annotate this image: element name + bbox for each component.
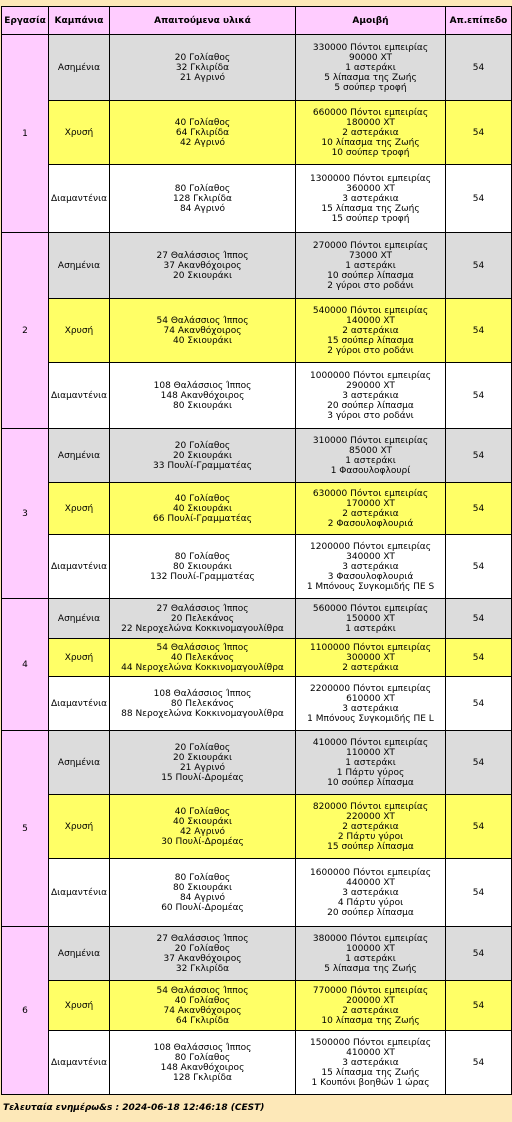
- required-level: 54: [446, 483, 512, 535]
- campaign-name: Ασημένια: [49, 731, 110, 795]
- table-row: [2, 429, 512, 483]
- table-row: [2, 299, 512, 363]
- reward: 1200000 Πόντοι εμπειρίας 340000 XT 3 αστεράκια 3 Φασουλοφλουριά 1 Μπόνους Συγκομιδής ΠΕ S: [296, 535, 446, 599]
- required-materials: 40 Γολίαθος 40 Σκιουράκι 42 Αγρινό 30 Πουλί-Δρομέας: [110, 795, 296, 859]
- campaign-name: Ασημένια: [49, 233, 110, 299]
- table-row: [2, 927, 512, 981]
- reward: 630000 Πόντοι εμπειρίας 170000 XT 2 αστεράκια 2 Φασουλοφλουριά: [296, 483, 446, 535]
- campaign-name: Διαμαντένια: [49, 1031, 110, 1095]
- required-materials: 80 Γολίαθος 80 Σκιουράκι 84 Αγρινό 60 Πουλί-Δρομέας: [110, 859, 296, 927]
- required-materials: 54 Θαλάσσιος Ίππος 40 Γολίαθος 74 Ακανθόχοιρος 64 Γκλιρίδα: [110, 981, 296, 1031]
- campaign-name: Χρυσή: [49, 483, 110, 535]
- required-materials: 27 Θαλάσσιος Ίππος 20 Γολίαθος 37 Ακανθόχοιρος 32 Γκλιρίδα: [110, 927, 296, 981]
- table-row: [2, 677, 512, 731]
- reward: 1500000 Πόντοι εμπειρίας 410000 XT 3 αστεράκια 15 λίπασμα της Ζωής 1 Κουπόνι βοηθών 1 ώρας: [296, 1031, 446, 1095]
- campaign-name: Ασημένια: [49, 35, 110, 101]
- reward: 770000 Πόντοι εμπειρίας 200000 XT 2 αστεράκια 10 λίπασμα της Ζωής: [296, 981, 446, 1031]
- campaign-name: Διαμαντένια: [49, 859, 110, 927]
- task-number: 1: [2, 35, 49, 233]
- campaign-name: Χρυσή: [49, 639, 110, 677]
- required-level: 54: [446, 599, 512, 639]
- required-level: 54: [446, 927, 512, 981]
- header-materials: Απαιτούμενα υλικά: [110, 7, 296, 35]
- required-materials: 80 Γολίαθος 128 Γκλιρίδα 84 Αγρινό: [110, 165, 296, 233]
- reward: 270000 Πόντοι εμπειρίας 73000 XT 1 αστεράκι 10 σούπερ λίπασμα 2 γύροι στο ροδάνι: [296, 233, 446, 299]
- required-materials: 108 Θαλάσσιος Ίππος 80 Πελεκάνος 88 Νεροχελώνα Κοκκινομαγουλίθρα: [110, 677, 296, 731]
- reward: 820000 Πόντοι εμπειρίας 220000 XT 2 αστεράκια 2 Πάρτυ γύροι 15 σούπερ λίπασμα: [296, 795, 446, 859]
- table-row: [2, 363, 512, 429]
- required-materials: 20 Γολίαθος 20 Σκιουράκι 33 Πουλί-Γραμματέας: [110, 429, 296, 483]
- required-materials: 80 Γολίαθος 80 Σκιουράκι 132 Πουλί-Γραμματέας: [110, 535, 296, 599]
- campaign-name: Ασημένια: [49, 927, 110, 981]
- reward: 1300000 Πόντοι εμπειρίας 360000 XT 3 αστεράκια 15 λίπασμα της Ζωής 15 σούπερ τροφή: [296, 165, 446, 233]
- required-materials: 54 Θαλάσσιος Ίππος 40 Πελεκάνος 44 Νεροχελώνα Κοκκινομαγουλίθρα: [110, 639, 296, 677]
- task-number: 5: [2, 731, 49, 927]
- reward: 380000 Πόντοι εμπειρίας 100000 XT 1 αστεράκι 5 λίπασμα της Ζωής: [296, 927, 446, 981]
- table-row: [2, 1031, 512, 1095]
- required-materials: 20 Γολίαθος 20 Σκιουράκι 21 Αγρινό 15 Πουλί-Δρομέας: [110, 731, 296, 795]
- task-number: 3: [2, 429, 49, 599]
- reward: 540000 Πόντοι εμπειρίας 140000 XT 2 αστεράκια 15 σούπερ λίπασμα 2 γύροι στο ροδάνι: [296, 299, 446, 363]
- table-row: [2, 859, 512, 927]
- required-level: 54: [446, 859, 512, 927]
- campaign-name: Χρυσή: [49, 981, 110, 1031]
- required-materials: 20 Γολίαθος 32 Γκλιρίδα 21 Αγρινό: [110, 35, 296, 101]
- campaign-name: Ασημένια: [49, 599, 110, 639]
- table-row: [2, 101, 512, 165]
- reward: 660000 Πόντοι εμπειρίας 180000 XT 2 αστεράκια 10 λίπασμα της Ζωής 10 σούπερ τροφή: [296, 101, 446, 165]
- reward: 410000 Πόντοι εμπειρίας 110000 XT 1 αστεράκι 1 Πάρτυ γύρος 10 σούπερ λίπασμα: [296, 731, 446, 795]
- required-materials: 40 Γολίαθος 40 Σκιουράκι 66 Πουλί-Γραμματέας: [110, 483, 296, 535]
- required-materials: 108 Θαλάσσιος Ίππος 80 Γολίαθος 148 Ακανθόχοιρος 128 Γκλιρίδα: [110, 1031, 296, 1095]
- required-materials: 40 Γολίαθος 64 Γκλιρίδα 42 Αγρινό: [110, 101, 296, 165]
- required-level: 54: [446, 677, 512, 731]
- required-level: 54: [446, 363, 512, 429]
- reward: 1600000 Πόντοι εμπειρίας 440000 XT 3 αστεράκια 4 Πάρτυ γύροι 20 σούπερ λίπασμα: [296, 859, 446, 927]
- reward: 330000 Πόντοι εμπειρίας 90000 XT 1 αστεράκι 5 λίπασμα της Ζωής 5 σούπερ τροφή: [296, 35, 446, 101]
- required-level: 54: [446, 101, 512, 165]
- required-level: 54: [446, 35, 512, 101]
- required-materials: 54 Θαλάσσιος Ίππος 74 Ακανθόχοιρος 40 Σκιουράκι: [110, 299, 296, 363]
- campaign-name: Διαμαντένια: [49, 363, 110, 429]
- table-row: [2, 731, 512, 795]
- header-task: Εργασία: [2, 7, 49, 35]
- table-row: [2, 981, 512, 1031]
- required-materials: 27 Θαλάσσιος Ίππος 20 Πελεκάνος 22 Νεροχελώνα Κοκκινομαγουλίθρα: [110, 599, 296, 639]
- table-row: [2, 795, 512, 859]
- campaign-name: Διαμαντένια: [49, 677, 110, 731]
- required-level: 54: [446, 795, 512, 859]
- last-updated: Τελευταία ενημέρω&s : 2024-06-18 12:46:18 (CEST): [3, 1103, 265, 1113]
- required-level: 54: [446, 639, 512, 677]
- table-row: [2, 165, 512, 233]
- reward: 2200000 Πόντοι εμπειρίας 610000 XT 3 αστεράκια 1 Μπόνους Συγκομιδής ΠΕ L: [296, 677, 446, 731]
- table-row: [2, 233, 512, 299]
- task-number: 6: [2, 927, 49, 1095]
- campaign-name: Διαμαντένια: [49, 535, 110, 599]
- required-materials: 27 Θαλάσσιος Ίππος 37 Ακανθόχοιρος 20 Σκιουράκι: [110, 233, 296, 299]
- required-level: 54: [446, 299, 512, 363]
- tasks-table: [1, 6, 512, 1095]
- required-level: 54: [446, 535, 512, 599]
- header-reward: Αμοιβή: [296, 7, 446, 35]
- campaign-name: Ασημένια: [49, 429, 110, 483]
- header-row: [2, 7, 512, 35]
- reward: 560000 Πόντοι εμπειρίας 150000 XT 1 αστεράκι: [296, 599, 446, 639]
- task-number: 4: [2, 599, 49, 731]
- required-level: 54: [446, 233, 512, 299]
- campaign-name: Χρυσή: [49, 299, 110, 363]
- header-campaign: Καμπάνια: [49, 7, 110, 35]
- reward: 1100000 Πόντοι εμπειρίας 300000 XT 2 αστεράκια: [296, 639, 446, 677]
- required-level: 54: [446, 429, 512, 483]
- reward: 1000000 Πόντοι εμπειρίας 290000 XT 3 αστεράκια 20 σούπερ λίπασμα 3 γύροι στο ροδάνι: [296, 363, 446, 429]
- table-row: [2, 483, 512, 535]
- campaign-name: Χρυσή: [49, 795, 110, 859]
- table-row: [2, 639, 512, 677]
- table-row: [2, 35, 512, 101]
- campaign-name: Χρυσή: [49, 101, 110, 165]
- reward: 310000 Πόντοι εμπειρίας 85000 XT 1 αστεράκι 1 Φασουλοφλουρί: [296, 429, 446, 483]
- required-level: 54: [446, 981, 512, 1031]
- required-materials: 108 Θαλάσσιος Ίππος 148 Ακανθόχοιρος 80 Σκιουράκι: [110, 363, 296, 429]
- task-number: 2: [2, 233, 49, 429]
- required-level: 54: [446, 1031, 512, 1095]
- campaign-name: Διαμαντένια: [49, 165, 110, 233]
- required-level: 54: [446, 165, 512, 233]
- table-row: [2, 535, 512, 599]
- required-level: 54: [446, 731, 512, 795]
- table-row: [2, 599, 512, 639]
- header-level: Απ.επίπεδο: [446, 7, 512, 35]
